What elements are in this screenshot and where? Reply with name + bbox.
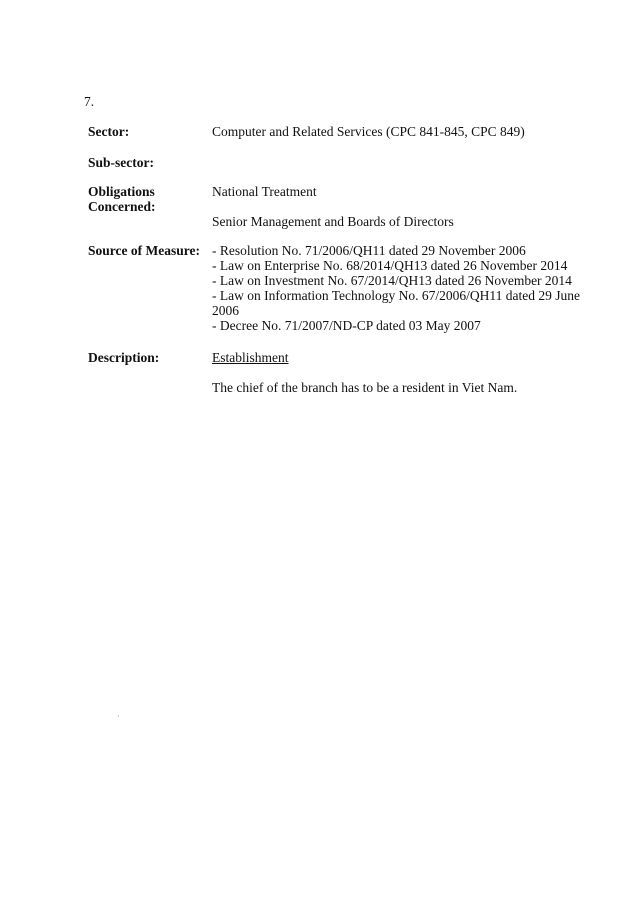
- obligations-label: [88, 184, 208, 214]
- source-line: - Resolution No. 71/2006/QH11 dated 29 November 2006: [212, 243, 526, 258]
- sector-value: Computer and Related Services (CPC 841-845, CPC 849): [212, 124, 525, 139]
- stray-mark: ·: [117, 712, 120, 721]
- obligations-label-line1: Obligations: [88, 184, 155, 199]
- description-text: The chief of the branch has to be a resident in Viet Nam.: [212, 380, 518, 395]
- description-label: Description:: [88, 350, 160, 365]
- obligation-senior-management: Senior Management and Boards of Directors: [212, 214, 454, 229]
- obligation-national-treatment: National Treatment: [212, 184, 317, 199]
- source-line: - Law on Enterprise No. 68/2014/QH13 dated 26 November 2014: [212, 258, 568, 273]
- description-heading: Establishment: [212, 350, 289, 365]
- source-of-measure-list: [212, 243, 582, 333]
- source-line: - Law on Information Technology No. 67/2006/QH11 dated 29 June: [212, 288, 580, 303]
- source-of-measure-label: Source of Measure:: [88, 243, 200, 258]
- source-line: 2006: [212, 303, 239, 318]
- source-line: - Decree No. 71/2007/ND-CP dated 03 May 2007: [212, 318, 481, 333]
- sub-sector-label: Sub-sector:: [88, 155, 154, 170]
- description-content: [212, 350, 582, 395]
- obligations-values: [212, 184, 582, 229]
- source-line: - Law on Investment No. 67/2014/QH13 dated 26 November 2014: [212, 273, 572, 288]
- sector-label: Sector:: [88, 124, 130, 139]
- item-number: 7.: [84, 94, 95, 109]
- obligations-label-line2: Concerned:: [88, 199, 156, 214]
